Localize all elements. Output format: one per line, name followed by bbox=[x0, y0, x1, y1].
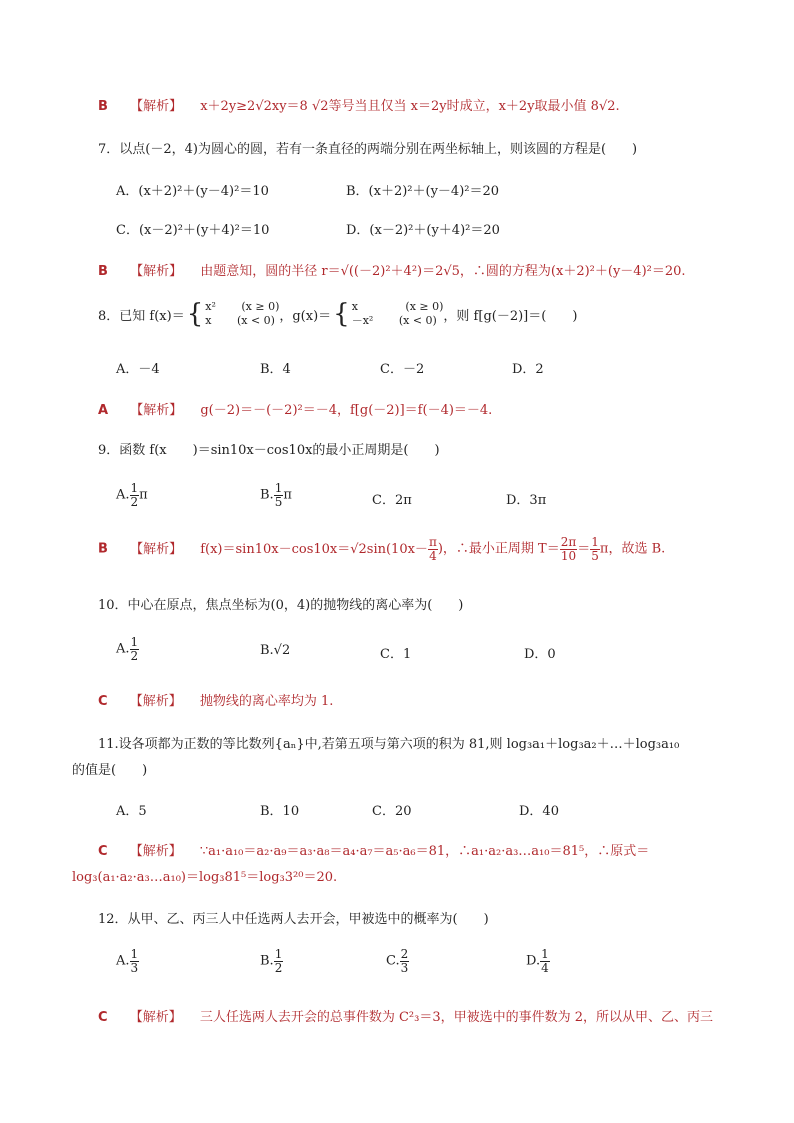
q11-stem-line2: 的值是( ) bbox=[72, 763, 148, 778]
piece-f1: x² (x ≥ 0) bbox=[205, 300, 280, 313]
q12-stem: 12．从甲、乙、丙三人中任选两人去开会，甲被选中的概率为( ) bbox=[98, 912, 489, 927]
answer-letter: B bbox=[98, 541, 108, 557]
option-suffix: π bbox=[283, 487, 292, 503]
fraction bbox=[590, 536, 600, 562]
answer-letter: B bbox=[98, 99, 108, 114]
piecewise-g bbox=[352, 300, 444, 328]
q7-option-c: C．(x－2)²＋(y＋4)²＝10 bbox=[116, 223, 270, 238]
q6-solution bbox=[98, 95, 620, 114]
solution-text: ∵a₁·a₁₀＝a₂·a₉＝a₃·a₈＝a₄·a₇＝a₅·a₆＝81，∴a₁·a₂·a₃…a₁₀＝81⁵，∴原式＝ bbox=[199, 844, 650, 859]
piece-g2: －x² (x < 0) bbox=[351, 314, 437, 327]
denominator: 3 bbox=[130, 960, 139, 975]
fraction bbox=[540, 948, 550, 974]
denominator: 4 bbox=[429, 548, 437, 563]
brace: { bbox=[333, 299, 350, 329]
answer-letter: C bbox=[98, 694, 108, 709]
q7-solution bbox=[98, 260, 686, 279]
q8-option-a: A．－4 bbox=[116, 362, 160, 377]
numerator: 1 bbox=[130, 635, 139, 649]
denominator: 5 bbox=[591, 548, 599, 563]
denominator: 2 bbox=[274, 960, 283, 975]
q11-option-b: B．10 bbox=[260, 804, 300, 819]
option-prefix: A. bbox=[116, 487, 130, 503]
q8-stem-a: 8．已知 f(x)＝ bbox=[98, 308, 185, 324]
denominator: 4 bbox=[541, 960, 549, 975]
numerator: π bbox=[428, 535, 437, 549]
q8-solution bbox=[98, 399, 492, 418]
q12-option-b bbox=[260, 948, 283, 974]
denominator: 5 bbox=[274, 494, 283, 509]
fraction bbox=[130, 636, 140, 662]
q7-stem: 7．以点(－2，4)为圆心的圆，若有一条直径的两端分别在两坐标轴上，则该圆的方程是( ) bbox=[98, 142, 638, 157]
solution-text: 由题意知，圆的半径 r＝√((－2)²＋4²)＝2√5，∴圆的方程为(x＋2)²＋(y－4)²＝20. bbox=[200, 264, 686, 279]
q10-option-b: B.√2 bbox=[260, 643, 291, 658]
q10-option-d: D．0 bbox=[524, 647, 556, 662]
analysis-tag: 【解析】 bbox=[130, 403, 183, 418]
numerator: 1 bbox=[130, 481, 139, 495]
q7-option-a: A．(x＋2)²＋(y－4)²＝10 bbox=[116, 184, 269, 199]
q9-option-c: C．2π bbox=[372, 493, 412, 508]
q11-stem-line1: 11.设各项都为正数的等比数列{aₙ}中,若第五项与第六项的积为 81,则 log₃a₁＋log₃a₂＋…＋log₃a₁₀ bbox=[98, 737, 680, 752]
q8-stem bbox=[98, 300, 577, 328]
q10-stem: 10．中心在原点，焦点坐标为(0，4)的抛物线的离心率为( ) bbox=[98, 598, 464, 613]
numerator: 1 bbox=[591, 535, 599, 549]
analysis-tag: 【解析】 bbox=[129, 694, 182, 709]
q11-option-d: D．40 bbox=[519, 804, 559, 819]
analysis-tag: 【解析】 bbox=[130, 264, 183, 279]
analysis-tag: 【解析】 bbox=[129, 1010, 182, 1025]
solution-text: x＋2y≥2√2xy＝8 √2等号当且仅当 x＝2y时成立，x＋2y取最小值 8√2. bbox=[200, 99, 620, 114]
q8-option-b: B．4 bbox=[260, 362, 291, 377]
q9-option-b bbox=[260, 482, 292, 508]
q12-option-a bbox=[116, 948, 139, 974]
brace: { bbox=[186, 299, 204, 329]
q9-option-a bbox=[116, 482, 148, 508]
piecewise-f bbox=[205, 300, 279, 328]
analysis-tag: 【解析】 bbox=[129, 844, 182, 859]
denominator: 2 bbox=[130, 494, 139, 509]
solution-text: 三人任选两人去开会的总事件数为 C²₃＝3，甲被选中的事件数为 2，所以从甲、乙、丙三 bbox=[199, 1010, 714, 1025]
q7-option-b: B．(x＋2)²＋(y－4)²＝20 bbox=[346, 184, 500, 199]
numerator: 2 bbox=[400, 947, 409, 961]
option-suffix: π bbox=[139, 487, 148, 503]
q10-option-c: C．1 bbox=[380, 647, 412, 662]
denominator: 2 bbox=[130, 648, 139, 663]
option-prefix: B. bbox=[260, 953, 274, 969]
answer-letter: C bbox=[98, 844, 108, 859]
option-prefix: B. bbox=[260, 487, 274, 503]
option-prefix: A. bbox=[116, 953, 130, 969]
q8-stem-b: ，g(x)＝ bbox=[279, 308, 332, 324]
option-prefix: D. bbox=[526, 953, 541, 969]
q9-option-d: D．3π bbox=[506, 493, 547, 508]
option-prefix: C. bbox=[386, 953, 400, 969]
fraction bbox=[400, 948, 410, 974]
option-prefix: A. bbox=[116, 641, 130, 657]
numerator: 2π bbox=[560, 535, 577, 549]
answer-letter: B bbox=[98, 264, 108, 279]
fraction bbox=[274, 482, 284, 508]
solution-text-a: f(x)＝sin10x－cos10x＝√2sin(10x－ bbox=[200, 541, 428, 557]
q11-solution bbox=[98, 840, 649, 859]
numerator: 1 bbox=[130, 947, 139, 961]
q10-option-a bbox=[116, 636, 139, 662]
answer-letter: C bbox=[98, 1010, 108, 1025]
solution-text: 抛物线的离心率均为 1. bbox=[199, 694, 334, 709]
q12-option-c bbox=[386, 948, 409, 974]
q10-solution bbox=[98, 690, 333, 709]
q11-solution-line2: log₃(a₁·a₂·a₃…a₁₀)＝log₃81⁵＝log₃3²⁰＝20. bbox=[72, 870, 338, 885]
fraction bbox=[560, 536, 578, 562]
answer-letter: A bbox=[98, 403, 109, 418]
analysis-tag: 【解析】 bbox=[130, 541, 183, 557]
q7-option-d: D．(x－2)²＋(y＋4)²＝20 bbox=[346, 223, 500, 238]
fraction bbox=[428, 536, 438, 562]
solution-text: g(－2)＝－(－2)²＝－4，f[g(－2)]＝f(－4)＝－4. bbox=[200, 403, 493, 418]
q12-option-d bbox=[526, 948, 550, 974]
solution-text-b: )，∴最小正周期 T＝ bbox=[437, 541, 560, 557]
q12-solution bbox=[98, 1006, 713, 1025]
numerator: 1 bbox=[274, 481, 283, 495]
q8-option-c: C．－2 bbox=[380, 362, 425, 377]
numerator: 1 bbox=[541, 947, 549, 961]
q8-option-d: D．2 bbox=[512, 362, 544, 377]
solution-text-c: ＝ bbox=[577, 541, 591, 557]
piece-f2: x (x < 0) bbox=[205, 314, 275, 327]
solution-text-d: π，故选 B. bbox=[599, 541, 666, 557]
denominator: 10 bbox=[560, 548, 577, 563]
fraction bbox=[130, 948, 140, 974]
denominator: 3 bbox=[400, 960, 409, 975]
numerator: 1 bbox=[274, 947, 283, 961]
piece-g1: x (x ≥ 0) bbox=[351, 300, 444, 313]
fraction bbox=[130, 482, 140, 508]
q8-stem-c: ，则 f[g(－2)]＝( ) bbox=[443, 308, 578, 324]
q9-solution bbox=[98, 536, 665, 562]
q9-stem: 9．函数 f(x )＝sin10x－cos10x的最小正周期是( ) bbox=[98, 443, 440, 458]
analysis-tag: 【解析】 bbox=[130, 99, 183, 114]
q11-option-a: A．5 bbox=[116, 804, 147, 819]
fraction bbox=[274, 948, 284, 974]
q11-option-c: C．20 bbox=[372, 804, 412, 819]
